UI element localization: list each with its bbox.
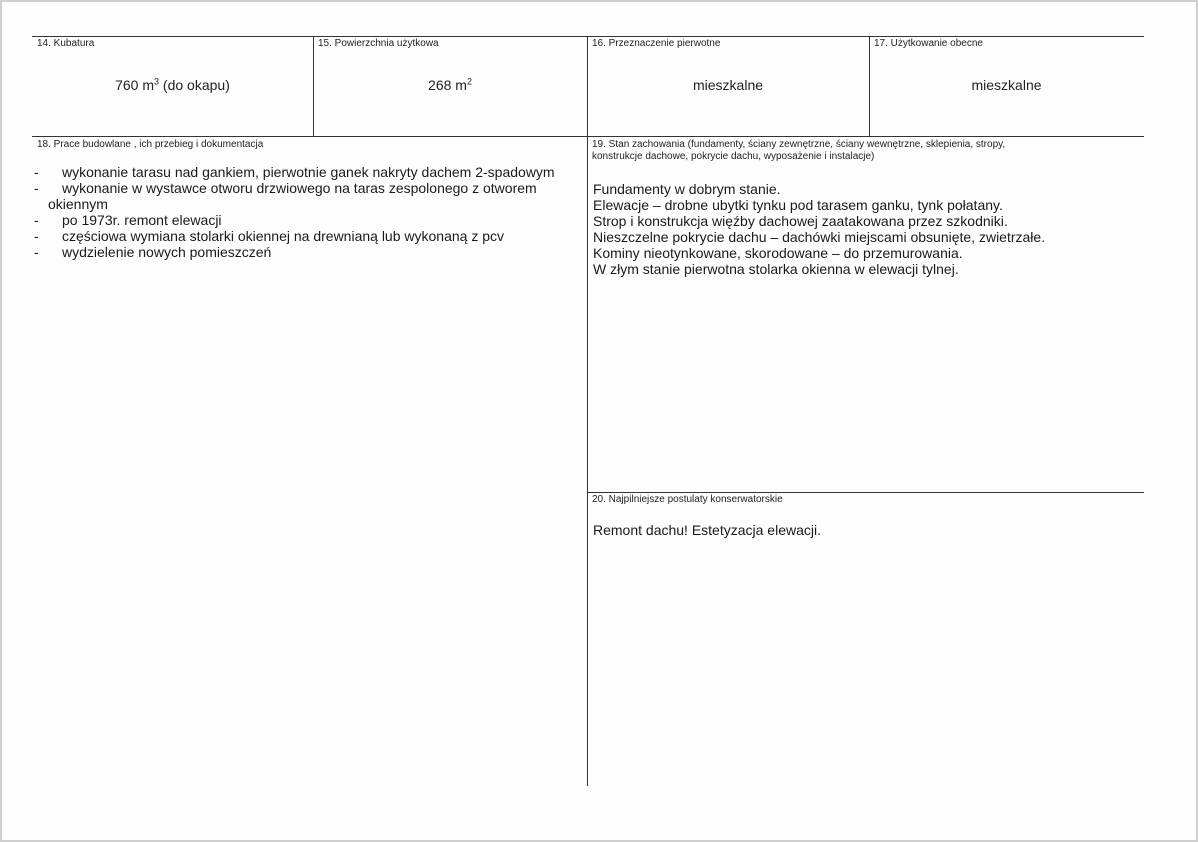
text-line: Strop i konstrukcja więźby dachowej zaatakowana przez szkodniki. <box>593 213 1008 229</box>
text-line: Kominy nieotynkowane, skorodowane – do przemurowania. <box>593 245 963 261</box>
list-item-text-continued: okiennym <box>48 196 108 212</box>
list-item <box>34 164 574 180</box>
list-item <box>34 212 574 228</box>
field-15-label: 15. Powierzchnia użytkowa <box>318 38 439 49</box>
field-20-label: 20. Najpilniejsze postulaty konserwatorskie <box>592 494 783 505</box>
field-19-label-line2: konstrukcje dachowe, pokrycie dachu, wyposażenie i instalacje) <box>592 151 875 162</box>
list-dash: - <box>34 180 39 196</box>
list-item <box>34 180 574 212</box>
field-17-value: mieszkalne <box>971 77 1042 93</box>
field-14-value-tail: (do okapu) <box>159 77 230 93</box>
list-dash: - <box>34 228 39 244</box>
field-19-text <box>593 181 1045 277</box>
list-item-text: wykonanie w wystawce otworu drzwiowego na taras zespolonego z otworem <box>62 180 537 196</box>
field-18-list <box>34 164 574 260</box>
field-14-value-sup: 3 <box>154 76 160 87</box>
field-18-label: 18. Prace budowlane , ich przebieg i dokumentacja <box>37 139 264 150</box>
top-rule <box>32 36 1144 37</box>
list-item <box>34 228 574 244</box>
text-line: Nieszczelne pokrycie dachu – dachówki miejscami obsunięte, zwietrzałe. <box>593 229 1046 245</box>
field-17-label: 17. Użytkowanie obecne <box>874 38 983 49</box>
field-15-value-main: 268 m <box>428 77 467 93</box>
field-16-label: 16. Przeznaczenie pierwotne <box>592 38 721 49</box>
list-dash: - <box>34 244 39 260</box>
section20-top-rule <box>588 492 1144 493</box>
text-line: Elewacje – drobne ubytki tynku pod tarasem ganku, tynk połatany. <box>593 197 1003 213</box>
list-item-text: po 1973r. remont elewacji <box>62 212 222 228</box>
field-14-value-main: 760 m <box>115 77 155 93</box>
list-item-text: wykonanie tarasu nad gankiem, pierwotnie ganek nakryty dachem 2-spadowym <box>62 164 555 180</box>
list-dash: - <box>34 164 39 180</box>
text-line: W złym stanie pierwotna stolarka okienna w elewacji tylnej. <box>593 261 959 277</box>
list-dash: - <box>34 212 39 228</box>
row-divider <box>32 136 1144 137</box>
text-line: Fundamenty w dobrym stanie. <box>593 181 781 197</box>
list-item <box>34 244 574 260</box>
list-item-text: częściowa wymiana stolarki okiennej na drewnianą lub wykonaną z pcv <box>62 228 505 244</box>
field-15-value <box>313 77 587 93</box>
field-16-value: mieszkalne <box>692 77 764 93</box>
field-14-label: 14. Kubatura <box>37 38 95 49</box>
field-15-value-sup: 2 <box>466 76 472 87</box>
field-19-label-line1: 19. Stan zachowania (fundamenty, ściany zewnętrzne, ściany wewnętrzne, sklepienia, stropy, <box>592 139 1006 150</box>
field-14-value <box>32 77 313 93</box>
col-divider-2 <box>587 36 588 786</box>
field-20-text: Remont dachu! Estetyzacja elewacji. <box>593 522 821 538</box>
list-item-text: wydzielenie nowych pomieszczeń <box>62 244 272 260</box>
